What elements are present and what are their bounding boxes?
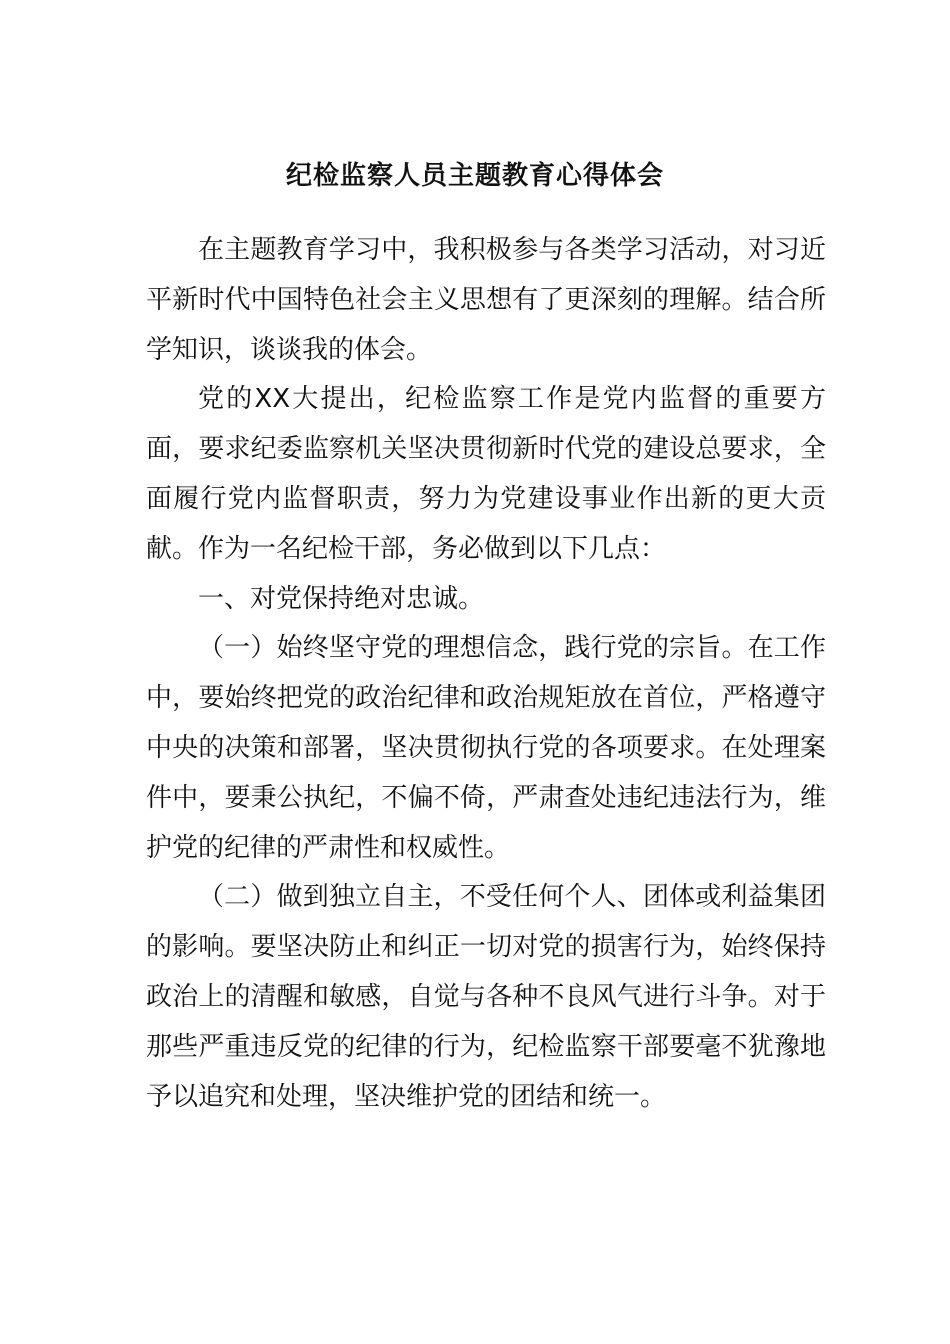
paragraph-requirements: 党的XX大提出，纪检监察工作是党内监督的重要方面，要求纪委监察机关坚决贯彻新时代党的建设总要求，全面履行党内监督职责，努力为党建设事业作出新的更大贡献。作为一名纪检干部，务必做到以下几点： bbox=[146, 384, 826, 564]
section-heading-loyalty: 一、对党保持绝对忠诚。 bbox=[198, 583, 485, 614]
paragraph-intro: 在主题教育学习中，我积极参与各类学习活动，对习近平新时代中国特色社会主义思想有了更深刻的理解。结合所学知识，谈谈我的体会。 bbox=[146, 235, 826, 365]
document-title: 纪检监察人员主题教育心得体会 bbox=[285, 161, 664, 191]
paragraph-point-one: （一）始终坚守党的理想信念，践行党的宗旨。在工作中，要始终把党的政治纪律和政治规矩放在首位，严格遵守中央的决策和部署，坚决贯彻执行党的各项要求。在处理案件中，要秉公执纪，不偏不倚，严肃查处违纪违法行为，维护党的纪律的严肃性和权威性。 bbox=[146, 633, 826, 863]
document-body bbox=[146, 226, 826, 1122]
paragraph-point-two: （二）做到独立自主，不受任何个人、团体或利益集团的影响。要坚决防止和纠正一切对党的损害行为，始终保持政治上的清醒和敏感，自觉与各种不良风气进行斗争。对于那些严重违反党的纪律的行为，纪检监察干部要毫不犹豫地予以追究和处理，坚决维护党的团结和统一。 bbox=[146, 882, 826, 1112]
